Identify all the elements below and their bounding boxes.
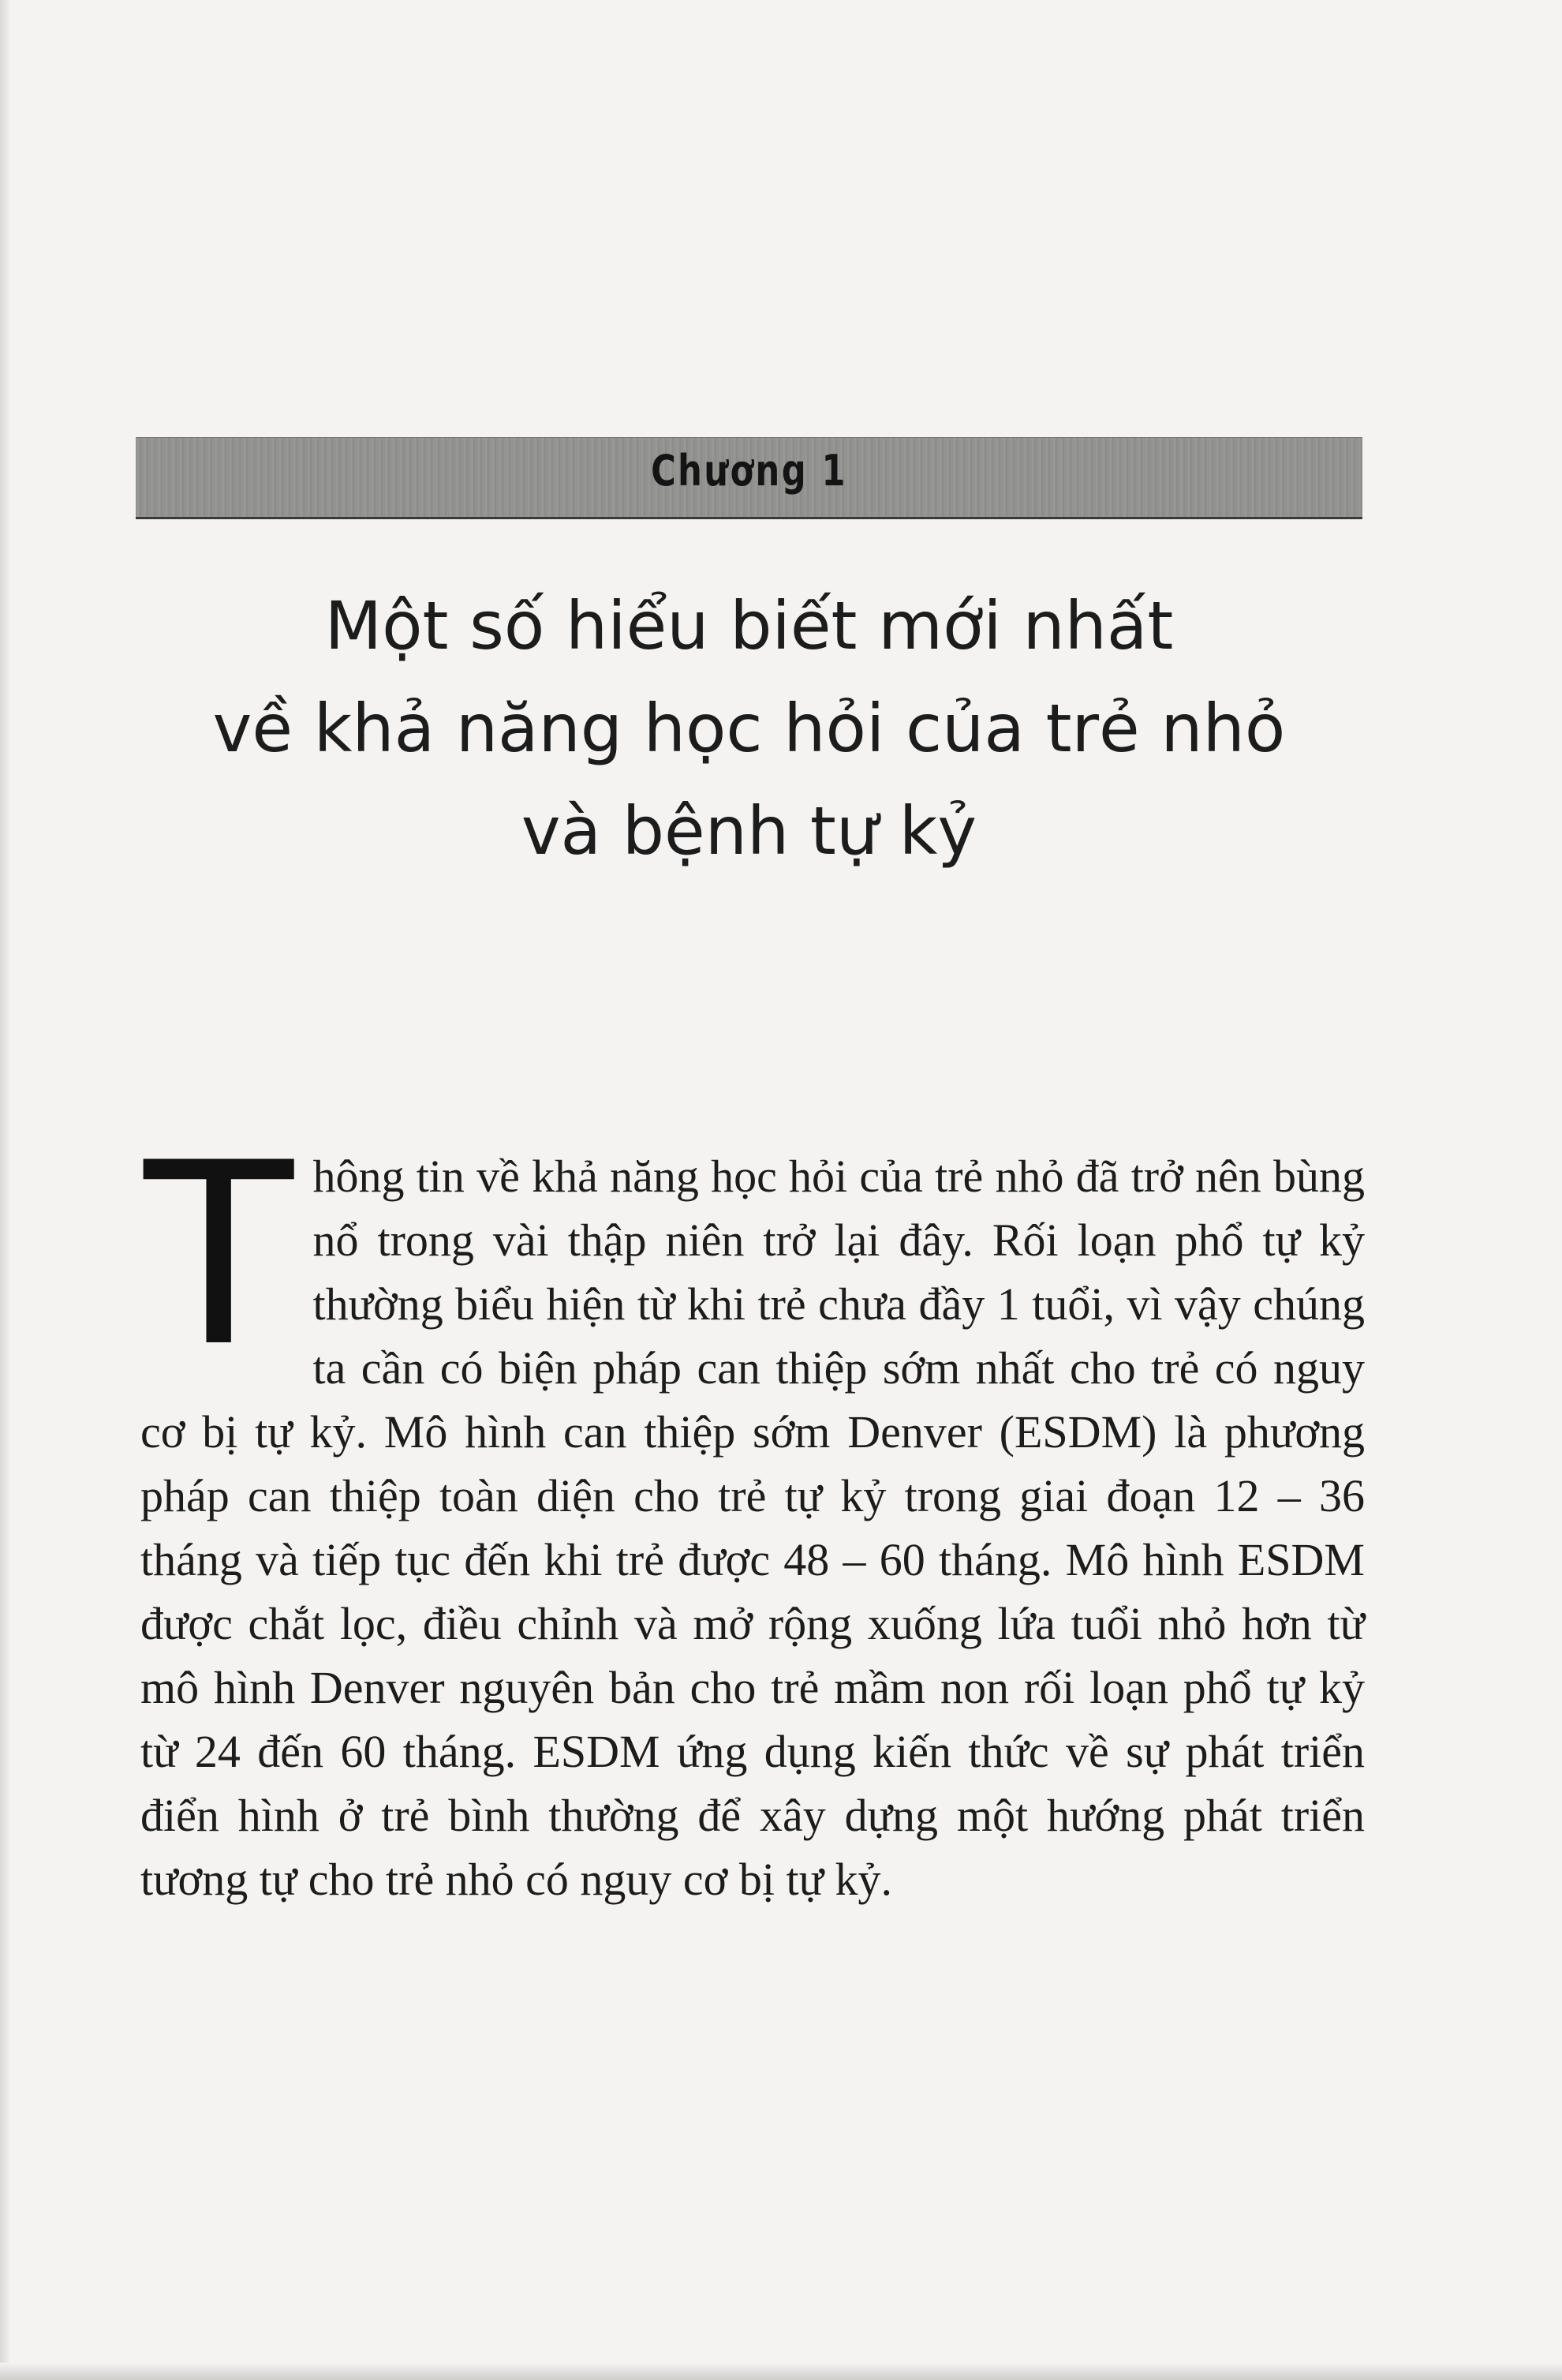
- chapter-banner: [136, 437, 1362, 519]
- chapter-title: [136, 574, 1362, 882]
- chapter-title-line: và bệnh tự kỷ: [521, 792, 977, 870]
- page-edge-bottom: [0, 2363, 1562, 2380]
- chapter-title-line: Một số hiểu biết mới nhất: [324, 587, 1174, 664]
- page-edge-shadow: [0, 0, 11, 2380]
- body-paragraph: [137, 1101, 1365, 1911]
- chapter-title-line: về khả năng học hỏi của trẻ nhỏ: [212, 690, 1286, 767]
- body-text: hông tin về khả năng học hỏi của trẻ nhỏ đã trở nên bùng nổ trong vài thập niên trở lại đây. Rối loạn phổ tự kỷ thường biểu hiện từ khi trẻ chưa đầy 1 tuổi, vì vậy chúng ta cần có biện pháp can thiệp sớm nhất cho trẻ có nguy cơ bị tự kỷ. Mô hình can thiệp sớm Denver (ESDM) là phương pháp can thiệp toàn diện cho trẻ tự kỷ trong giai đoạn 12 – 36 tháng và tiếp tục đến khi trẻ được 48 – 60 tháng. Mô hình ESDM được chắt lọc, điều chỉnh và mở rộng xuống lứa tuổi nhỏ hơn từ mô hình Denver nguyên bản cho trẻ mầm non rối loạn phổ tự kỷ từ 24 đến 60 tháng. ESDM ứng dụng kiến thức về sự phát triển điển hình ở trẻ bình thường để xây dựng một hướng phát triển tương tự cho trẻ nhỏ có nguy cơ bị tự kỷ.: [140, 1151, 1365, 1905]
- chapter-label: Chương 1: [651, 446, 847, 496]
- drop-cap: T: [137, 1101, 301, 1399]
